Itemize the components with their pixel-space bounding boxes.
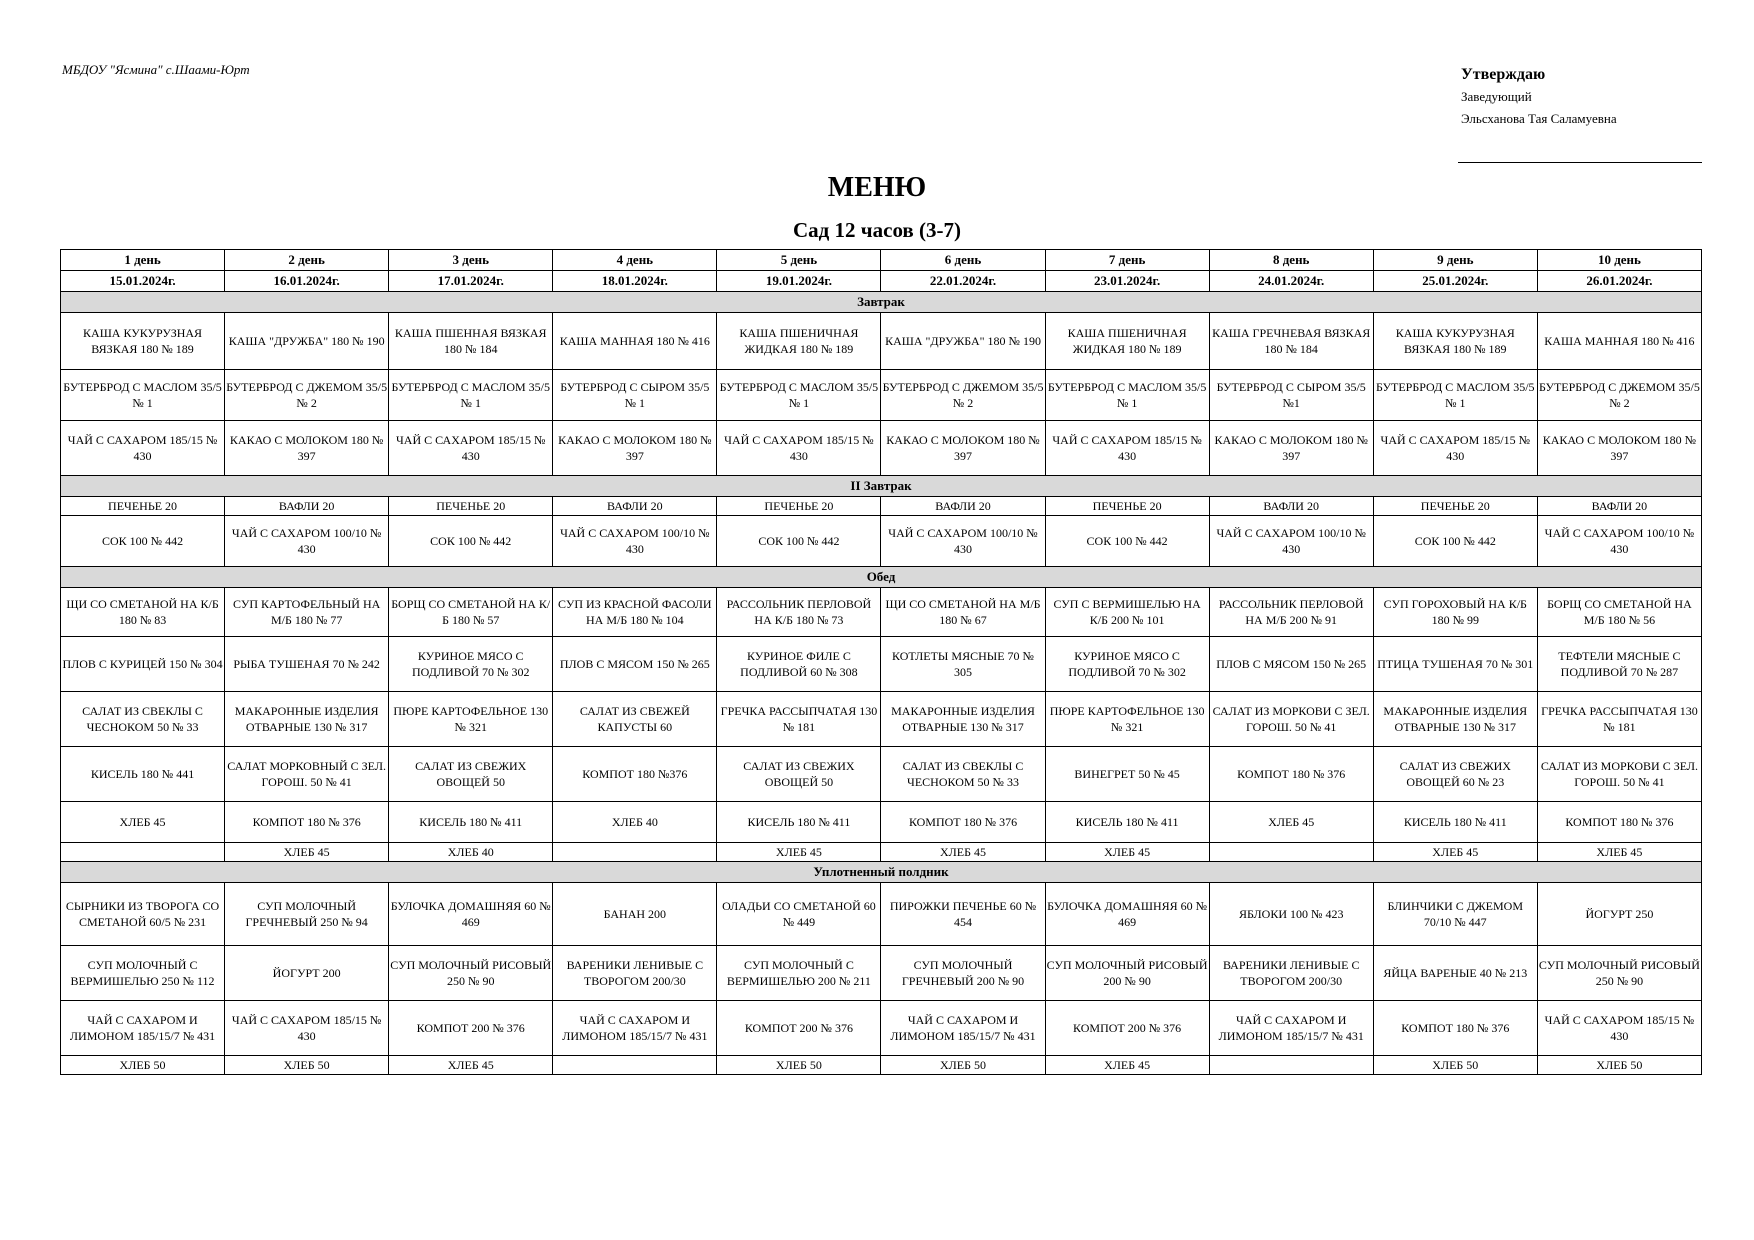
menu-row <box>61 883 1702 946</box>
menu-cell: СУП МОЛОЧНЫЙ РИСОВЫЙ 200 № 90 <box>1045 946 1209 1001</box>
menu-cell: СУП ГОРОХОВЫЙ НА К/Б 180 № 99 <box>1373 588 1537 637</box>
menu-cell: САЛАТ ИЗ МОРКОВИ С ЗЕЛ. ГОРОШ. 50 № 41 <box>1209 692 1373 747</box>
menu-cell: КАКАО С МОЛОКОМ 180 № 397 <box>553 421 717 476</box>
menu-row <box>61 843 1702 862</box>
menu-cell: СУП МОЛОЧНЫЙ ГРЕЧНЕВЫЙ 250 № 94 <box>225 883 389 946</box>
menu-cell <box>61 843 225 862</box>
menu-cell: САЛАТ ИЗ СВЕЖИХ ОВОЩЕЙ 60 № 23 <box>1373 747 1537 802</box>
menu-cell: САЛАТ ИЗ СВЕКЛЫ С ЧЕСНОКОМ 50 № 33 <box>881 747 1045 802</box>
menu-cell: 25.01.2024г. <box>1373 271 1537 292</box>
menu-cell: ЯБЛОКИ 100 № 423 <box>1209 883 1373 946</box>
menu-cell: КАША "ДРУЖБА" 180 № 190 <box>881 313 1045 370</box>
menu-cell: 15.01.2024г. <box>61 271 225 292</box>
menu-cell: САЛАТ МОРКОВНЫЙ С ЗЕЛ. ГОРОШ. 50 № 41 <box>225 747 389 802</box>
menu-cell: БЛИНЧИКИ С ДЖЕМОМ 70/10 № 447 <box>1373 883 1537 946</box>
menu-cell: ЧАЙ С САХАРОМ 185/15 № 430 <box>1045 421 1209 476</box>
menu-cell: ПИРОЖКИ ПЕЧЕНЬЕ 60 № 454 <box>881 883 1045 946</box>
menu-cell: БУТЕРБРОД С МАСЛОМ 35/5 № 1 <box>1373 370 1537 421</box>
menu-cell: ХЛЕБ 40 <box>553 802 717 843</box>
section-header-row <box>61 567 1702 588</box>
menu-cell: ХЛЕБ 45 <box>881 843 1045 862</box>
menu-cell: САЛАТ ИЗ СВЕЖИХ ОВОЩЕЙ 50 <box>389 747 553 802</box>
menu-cell: САЛАТ ИЗ СВЕКЛЫ С ЧЕСНОКОМ 50 № 33 <box>61 692 225 747</box>
menu-cell: ВИНЕГРЕТ 50 № 45 <box>1045 747 1209 802</box>
menu-cell: 23.01.2024г. <box>1045 271 1209 292</box>
menu-cell: ЧАЙ С САХАРОМ 185/15 № 430 <box>389 421 553 476</box>
section-header-row <box>61 476 1702 497</box>
menu-cell: КИСЕЛЬ 180 № 411 <box>1045 802 1209 843</box>
menu-cell: СУП МОЛОЧНЫЙ С ВЕРМИШЕЛЬЮ 250 № 112 <box>61 946 225 1001</box>
menu-row <box>61 692 1702 747</box>
menu-cell: ХЛЕБ 50 <box>61 1056 225 1075</box>
menu-cell: ЯЙЦА ВАРЕНЫЕ 40 № 213 <box>1373 946 1537 1001</box>
menu-cell: ЧАЙ С САХАРОМ 185/15 № 430 <box>1537 1001 1701 1056</box>
menu-cell: САЛАТ ИЗ СВЕЖЕЙ КАПУСТЫ 60 <box>553 692 717 747</box>
menu-cell: РАССОЛЬНИК ПЕРЛОВОЙ НА М/Б 200 № 91 <box>1209 588 1373 637</box>
menu-cell: 24.01.2024г. <box>1209 271 1373 292</box>
menu-cell: 22.01.2024г. <box>881 271 1045 292</box>
menu-cell: ПЕЧЕНЬЕ 20 <box>1045 497 1209 516</box>
menu-cell: ТЕФТЕЛИ МЯСНЫЕ С ПОДЛИВОЙ 70 № 287 <box>1537 637 1701 692</box>
menu-cell: 19.01.2024г. <box>717 271 881 292</box>
menu-cell: ХЛЕБ 45 <box>717 843 881 862</box>
menu-row <box>61 313 1702 370</box>
menu-cell: КОМПОТ 200 № 376 <box>717 1001 881 1056</box>
menu-cell: КИСЕЛЬ 180 № 411 <box>717 802 881 843</box>
menu-cell: 6 день <box>881 250 1045 271</box>
menu-cell: ЙОГУРТ 250 <box>1537 883 1701 946</box>
menu-cell: ВАРЕНИКИ ЛЕНИВЫЕ С ТВОРОГОМ 200/30 <box>553 946 717 1001</box>
menu-cell: СУП КАРТОФЕЛЬНЫЙ НА М/Б 180 № 77 <box>225 588 389 637</box>
menu-table-body <box>61 250 1702 1075</box>
menu-cell: КАША "ДРУЖБА" 180 № 190 <box>225 313 389 370</box>
menu-cell: СЫРНИКИ ИЗ ТВОРОГА СО СМЕТАНОЙ 60/5 № 231 <box>61 883 225 946</box>
menu-cell: СУП ИЗ КРАСНОЙ ФАСОЛИ НА М/Б 180 № 104 <box>553 588 717 637</box>
menu-cell: БУТЕРБРОД С ДЖЕМОМ 35/5 № 2 <box>1537 370 1701 421</box>
approval-position: Заведующий <box>1461 89 1532 104</box>
menu-cell: ЧАЙ С САХАРОМ И ЛИМОНОМ 185/15/7 № 431 <box>61 1001 225 1056</box>
menu-cell: КОТЛЕТЫ МЯСНЫЕ 70 № 305 <box>881 637 1045 692</box>
menu-row <box>61 637 1702 692</box>
approval-block <box>1461 64 1617 130</box>
menu-cell: КОМПОТ 180 №376 <box>553 747 717 802</box>
menu-cell: ПЕЧЕНЬЕ 20 <box>1373 497 1537 516</box>
menu-cell: ПЕЧЕНЬЕ 20 <box>389 497 553 516</box>
menu-cell: ВАФЛИ 20 <box>1209 497 1373 516</box>
menu-cell: 1 день <box>61 250 225 271</box>
menu-cell: САЛАТ ИЗ СВЕЖИХ ОВОЩЕЙ 50 <box>717 747 881 802</box>
menu-cell <box>1209 843 1373 862</box>
menu-cell: ВАФЛИ 20 <box>553 497 717 516</box>
menu-cell: КУРИНОЕ ФИЛЕ С ПОДЛИВОЙ 60 № 308 <box>717 637 881 692</box>
menu-cell: ЧАЙ С САХАРОМ 100/10 № 430 <box>881 516 1045 567</box>
menu-cell: ПЛОВ С МЯСОМ 150 № 265 <box>1209 637 1373 692</box>
menu-cell: 2 день <box>225 250 389 271</box>
menu-cell: ХЛЕБ 45 <box>1045 1056 1209 1075</box>
menu-cell: ГРЕЧКА РАССЫПЧАТАЯ 130 № 181 <box>717 692 881 747</box>
menu-cell: БУЛОЧКА ДОМАШНЯЯ 60 № 469 <box>1045 883 1209 946</box>
menu-cell: КИСЕЛЬ 180 № 411 <box>389 802 553 843</box>
menu-cell: БУТЕРБРОД С СЫРОМ 35/5 №1 <box>1209 370 1373 421</box>
menu-cell: ХЛЕБ 50 <box>881 1056 1045 1075</box>
menu-row <box>61 516 1702 567</box>
menu-cell: 18.01.2024г. <box>553 271 717 292</box>
menu-cell: БУЛОЧКА ДОМАШНЯЯ 60 № 469 <box>389 883 553 946</box>
menu-cell: ГРЕЧКА РАССЫПЧАТАЯ 130 № 181 <box>1537 692 1701 747</box>
menu-cell: ЧАЙ С САХАРОМ 100/10 № 430 <box>225 516 389 567</box>
section-title: Обед <box>61 567 1702 588</box>
menu-cell: МАКАРОННЫЕ ИЗДЕЛИЯ ОТВАРНЫЕ 130 № 317 <box>1373 692 1537 747</box>
menu-cell: 9 день <box>1373 250 1537 271</box>
page-title: МЕНЮ <box>827 172 927 203</box>
menu-cell: ХЛЕБ 45 <box>389 1056 553 1075</box>
menu-cell: СОК 100 № 442 <box>1373 516 1537 567</box>
menu-cell: КИСЕЛЬ 180 № 411 <box>1373 802 1537 843</box>
org-name: МБДОУ "Ясмина" с.Шаами-Юрт <box>62 62 250 77</box>
menu-cell: МАКАРОННЫЕ ИЗДЕЛИЯ ОТВАРНЫЕ 130 № 317 <box>225 692 389 747</box>
menu-table <box>60 249 1702 1075</box>
menu-cell: 3 день <box>389 250 553 271</box>
menu-cell: ХЛЕБ 50 <box>1537 1056 1701 1075</box>
menu-cell: СУП МОЛОЧНЫЙ ГРЕЧНЕВЫЙ 200 № 90 <box>881 946 1045 1001</box>
menu-cell: КАША КУКУРУЗНАЯ ВЯЗКАЯ 180 № 189 <box>61 313 225 370</box>
menu-cell: ПТИЦА ТУШЕНАЯ 70 № 301 <box>1373 637 1537 692</box>
menu-cell: ЩИ СО СМЕТАНОЙ НА К/Б 180 № 83 <box>61 588 225 637</box>
menu-cell: 8 день <box>1209 250 1373 271</box>
menu-cell: КОМПОТ 180 № 376 <box>1209 747 1373 802</box>
menu-cell: КУРИНОЕ МЯСО С ПОДЛИВОЙ 70 № 302 <box>389 637 553 692</box>
menu-cell: КОМПОТ 180 № 376 <box>1537 802 1701 843</box>
menu-cell: ХЛЕБ 45 <box>1537 843 1701 862</box>
menu-row <box>61 802 1702 843</box>
menu-cell: СОК 100 № 442 <box>1045 516 1209 567</box>
menu-cell: ХЛЕБ 45 <box>225 843 389 862</box>
menu-row <box>61 946 1702 1001</box>
section-title: II Завтрак <box>61 476 1702 497</box>
day-header-row <box>61 250 1702 271</box>
section-header-row <box>61 292 1702 313</box>
menu-cell: ВАФЛИ 20 <box>225 497 389 516</box>
section-title: Уплотненный полдник <box>61 862 1702 883</box>
menu-cell: КОМПОТ 180 № 376 <box>1373 1001 1537 1056</box>
menu-cell: БУТЕРБРОД С МАСЛОМ 35/5 № 1 <box>1045 370 1209 421</box>
menu-cell: СУП МОЛОЧНЫЙ С ВЕРМИШЕЛЬЮ 200 № 211 <box>717 946 881 1001</box>
menu-cell: ЧАЙ С САХАРОМ 100/10 № 430 <box>553 516 717 567</box>
menu-cell <box>553 843 717 862</box>
menu-cell: 17.01.2024г. <box>389 271 553 292</box>
menu-cell: ПЮРЕ КАРТОФЕЛЬНОЕ 130 № 321 <box>389 692 553 747</box>
menu-cell: ЩИ СО СМЕТАНОЙ НА М/Б 180 № 67 <box>881 588 1045 637</box>
menu-cell: КОМПОТ 180 № 376 <box>881 802 1045 843</box>
menu-cell: БОРЩ СО СМЕТАНОЙ НА М/Б 180 № 56 <box>1537 588 1701 637</box>
signature-line <box>1458 162 1702 163</box>
menu-cell: 26.01.2024г. <box>1537 271 1701 292</box>
menu-row <box>61 1001 1702 1056</box>
menu-cell: ХЛЕБ 45 <box>61 802 225 843</box>
menu-cell: ХЛЕБ 40 <box>389 843 553 862</box>
menu-cell: КАША КУКУРУЗНАЯ ВЯЗКАЯ 180 № 189 <box>1373 313 1537 370</box>
menu-cell: БУТЕРБРОД С СЫРОМ 35/5 № 1 <box>553 370 717 421</box>
menu-cell: КОМПОТ 200 № 376 <box>389 1001 553 1056</box>
menu-cell: ЧАЙ С САХАРОМ 185/15 № 430 <box>717 421 881 476</box>
approval-name: Эльсханова Тая Саламуевна <box>1461 111 1617 126</box>
menu-cell: СУП МОЛОЧНЫЙ РИСОВЫЙ 250 № 90 <box>389 946 553 1001</box>
date-header-row <box>61 271 1702 292</box>
menu-cell: ЧАЙ С САХАРОМ 100/10 № 430 <box>1537 516 1701 567</box>
menu-cell: ПЛОВ С КУРИЦЕЙ 150 № 304 <box>61 637 225 692</box>
menu-cell: ЧАЙ С САХАРОМ И ЛИМОНОМ 185/15/7 № 431 <box>553 1001 717 1056</box>
menu-row <box>61 370 1702 421</box>
menu-cell: ЧАЙ С САХАРОМ И ЛИМОНОМ 185/15/7 № 431 <box>881 1001 1045 1056</box>
menu-cell: 10 день <box>1537 250 1701 271</box>
menu-cell: ВАРЕНИКИ ЛЕНИВЫЕ С ТВОРОГОМ 200/30 <box>1209 946 1373 1001</box>
menu-cell: ПЕЧЕНЬЕ 20 <box>717 497 881 516</box>
menu-row <box>61 421 1702 476</box>
menu-cell: САЛАТ ИЗ МОРКОВИ С ЗЕЛ. ГОРОШ. 50 № 41 <box>1537 747 1701 802</box>
section-header-row <box>61 862 1702 883</box>
menu-cell: КУРИНОЕ МЯСО С ПОДЛИВОЙ 70 № 302 <box>1045 637 1209 692</box>
menu-cell: 16.01.2024г. <box>225 271 389 292</box>
menu-cell: ОЛАДЬИ СО СМЕТАНОЙ 60 № 449 <box>717 883 881 946</box>
menu-cell: РАССОЛЬНИК ПЕРЛОВОЙ НА К/Б 180 № 73 <box>717 588 881 637</box>
menu-cell: БУТЕРБРОД С ДЖЕМОМ 35/5 № 2 <box>225 370 389 421</box>
menu-cell: 5 день <box>717 250 881 271</box>
page-subtitle: Сад 12 часов (3-7) <box>793 218 961 242</box>
menu-cell: ПЕЧЕНЬЕ 20 <box>61 497 225 516</box>
menu-cell: ЧАЙ С САХАРОМ 185/15 № 430 <box>1373 421 1537 476</box>
menu-cell: ХЛЕБ 50 <box>225 1056 389 1075</box>
menu-cell: КАША МАННАЯ 180 № 416 <box>553 313 717 370</box>
menu-cell <box>553 1056 717 1075</box>
menu-cell: ХЛЕБ 45 <box>1373 843 1537 862</box>
menu-cell: КАША МАННАЯ 180 № 416 <box>1537 313 1701 370</box>
menu-cell: 4 день <box>553 250 717 271</box>
menu-cell: 7 день <box>1045 250 1209 271</box>
menu-cell: КАКАО С МОЛОКОМ 180 № 397 <box>1537 421 1701 476</box>
menu-cell: БУТЕРБРОД С МАСЛОМ 35/5 № 1 <box>717 370 881 421</box>
menu-cell: ХЛЕБ 45 <box>1209 802 1373 843</box>
menu-cell: КАКАО С МОЛОКОМ 180 № 397 <box>1209 421 1373 476</box>
menu-row <box>61 497 1702 516</box>
section-title: Завтрак <box>61 292 1702 313</box>
menu-cell: КАША ПШЕНИЧНАЯ ЖИДКАЯ 180 № 189 <box>717 313 881 370</box>
menu-row <box>61 747 1702 802</box>
menu-cell: КИСЕЛЬ 180 № 441 <box>61 747 225 802</box>
menu-cell: ЙОГУРТ 200 <box>225 946 389 1001</box>
menu-cell: КАКАО С МОЛОКОМ 180 № 397 <box>881 421 1045 476</box>
menu-cell: РЫБА ТУШЕНАЯ 70 № 242 <box>225 637 389 692</box>
menu-cell: СОК 100 № 442 <box>717 516 881 567</box>
menu-cell: ХЛЕБ 45 <box>1045 843 1209 862</box>
menu-cell: КОМПОТ 200 № 376 <box>1045 1001 1209 1056</box>
menu-cell: ХЛЕБ 50 <box>1373 1056 1537 1075</box>
menu-cell: СУП МОЛОЧНЫЙ РИСОВЫЙ 250 № 90 <box>1537 946 1701 1001</box>
menu-cell: ЧАЙ С САХАРОМ 185/15 № 430 <box>225 1001 389 1056</box>
menu-cell: БАНАН 200 <box>553 883 717 946</box>
menu-cell: КАКАО С МОЛОКОМ 180 № 397 <box>225 421 389 476</box>
menu-cell: КАША ГРЕЧНЕВАЯ ВЯЗКАЯ 180 № 184 <box>1209 313 1373 370</box>
menu-cell: ЧАЙ С САХАРОМ И ЛИМОНОМ 185/15/7 № 431 <box>1209 1001 1373 1056</box>
menu-cell: СОК 100 № 442 <box>389 516 553 567</box>
menu-cell: ЧАЙ С САХАРОМ 100/10 № 430 <box>1209 516 1373 567</box>
menu-row <box>61 1056 1702 1075</box>
menu-cell: КАША ПШЕНИЧНАЯ ЖИДКАЯ 180 № 189 <box>1045 313 1209 370</box>
menu-cell: ПЮРЕ КАРТОФЕЛЬНОЕ 130 № 321 <box>1045 692 1209 747</box>
menu-cell: БУТЕРБРОД С ДЖЕМОМ 35/5 № 2 <box>881 370 1045 421</box>
menu-cell <box>1209 1056 1373 1075</box>
menu-cell: БУТЕРБРОД С МАСЛОМ 35/5 № 1 <box>61 370 225 421</box>
menu-row <box>61 588 1702 637</box>
menu-cell: СОК 100 № 442 <box>61 516 225 567</box>
menu-cell: ХЛЕБ 50 <box>717 1056 881 1075</box>
menu-cell: ПЛОВ С МЯСОМ 150 № 265 <box>553 637 717 692</box>
menu-cell: БУТЕРБРОД С МАСЛОМ 35/5 № 1 <box>389 370 553 421</box>
menu-cell: СУП С ВЕРМИШЕЛЬЮ НА К/Б 200 № 101 <box>1045 588 1209 637</box>
menu-cell: ВАФЛИ 20 <box>1537 497 1701 516</box>
menu-cell: КАША ПШЕННАЯ ВЯЗКАЯ 180 № 184 <box>389 313 553 370</box>
menu-cell: БОРЩ СО СМЕТАНОЙ НА К/Б 180 № 57 <box>389 588 553 637</box>
menu-cell: ЧАЙ С САХАРОМ 185/15 № 430 <box>61 421 225 476</box>
menu-cell: МАКАРОННЫЕ ИЗДЕЛИЯ ОТВАРНЫЕ 130 № 317 <box>881 692 1045 747</box>
approval-title: Утверждаю <box>1461 66 1546 83</box>
menu-cell: КОМПОТ 180 № 376 <box>225 802 389 843</box>
menu-cell: ВАФЛИ 20 <box>881 497 1045 516</box>
